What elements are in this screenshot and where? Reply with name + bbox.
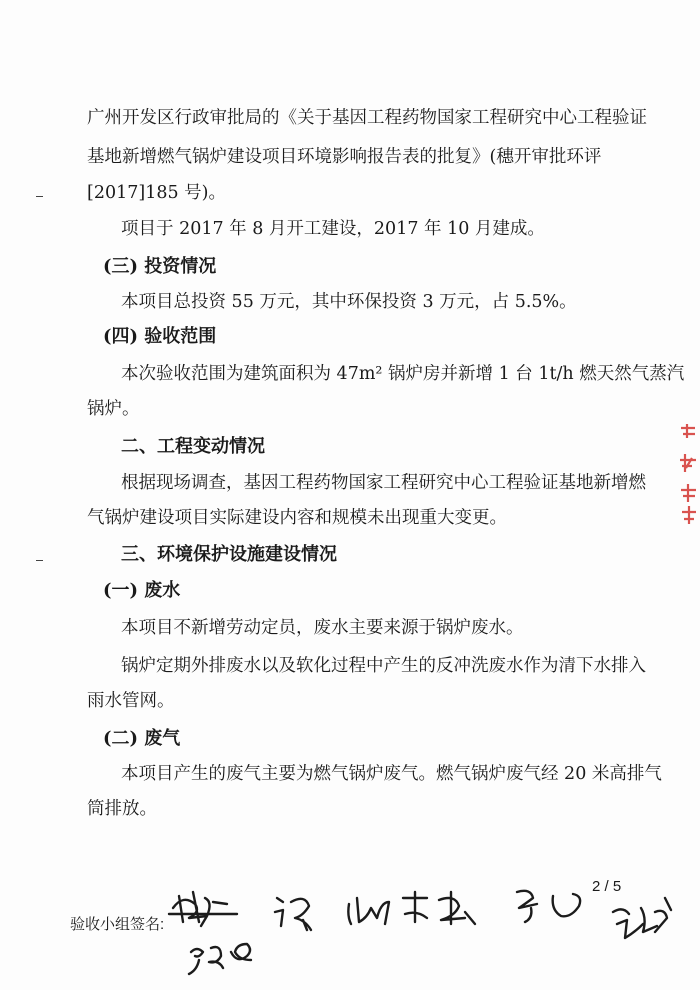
body-line: 锅炉。	[87, 399, 140, 419]
handwritten-signatures	[165, 868, 685, 983]
body-line: 气锅炉建设项目实际建设内容和规模未出现重大变更。	[87, 508, 507, 528]
body-line: 根据现场调查，基因工程药物国家工程研究中心工程验证基地新增燃	[121, 473, 646, 493]
section-heading-investment: (三) 投资情况	[103, 256, 217, 277]
body-line: [2017]185 号)。	[87, 183, 226, 203]
seal-stamp-image	[677, 420, 700, 530]
body-line: 本项目不新增劳动定员，废水主要来源于锅炉废水。	[121, 618, 524, 638]
margin-tick	[36, 196, 43, 197]
body-line: 基地新增燃气锅炉建设项目环境影响报告表的批复》(穗开审批环评	[87, 147, 602, 167]
section-heading-wastewater: (一) 废水	[103, 580, 181, 601]
margin-tick	[36, 560, 43, 561]
body-line: 本项目总投资 55 万元，其中环保投资 3 万元，占 5.5%。	[121, 292, 577, 312]
body-line: 筒排放。	[87, 799, 157, 819]
section-heading-environment: 三、环境保护设施建设情况	[121, 544, 337, 565]
body-line: 本项目产生的废气主要为燃气锅炉废气。燃气锅炉废气经 20 米高排气	[121, 764, 662, 784]
body-line: 项目于 2017 年 8 月开工建设，2017 年 10 月建成。	[121, 219, 545, 239]
section-heading-exhaust: (二) 废气	[103, 728, 181, 749]
body-line: 锅炉定期外排废水以及软化过程中产生的反冲洗废水作为清下水排入	[121, 656, 646, 676]
signature-label: 验收小组签名:	[70, 916, 165, 933]
body-line: 广州开发区行政审批局的《关于基因工程药物国家工程研究中心工程验证	[87, 108, 647, 128]
section-heading-changes: 二、工程变动情况	[121, 436, 265, 457]
section-heading-scope: (四) 验收范围	[103, 326, 217, 347]
page-number: 2 / 5	[592, 878, 622, 895]
body-line: 本次验收范围为建筑面积为 47m² 锅炉房并新增 1 台 1t/h 燃天然气蒸汽	[121, 364, 685, 384]
body-line: 雨水管网。	[87, 691, 175, 711]
